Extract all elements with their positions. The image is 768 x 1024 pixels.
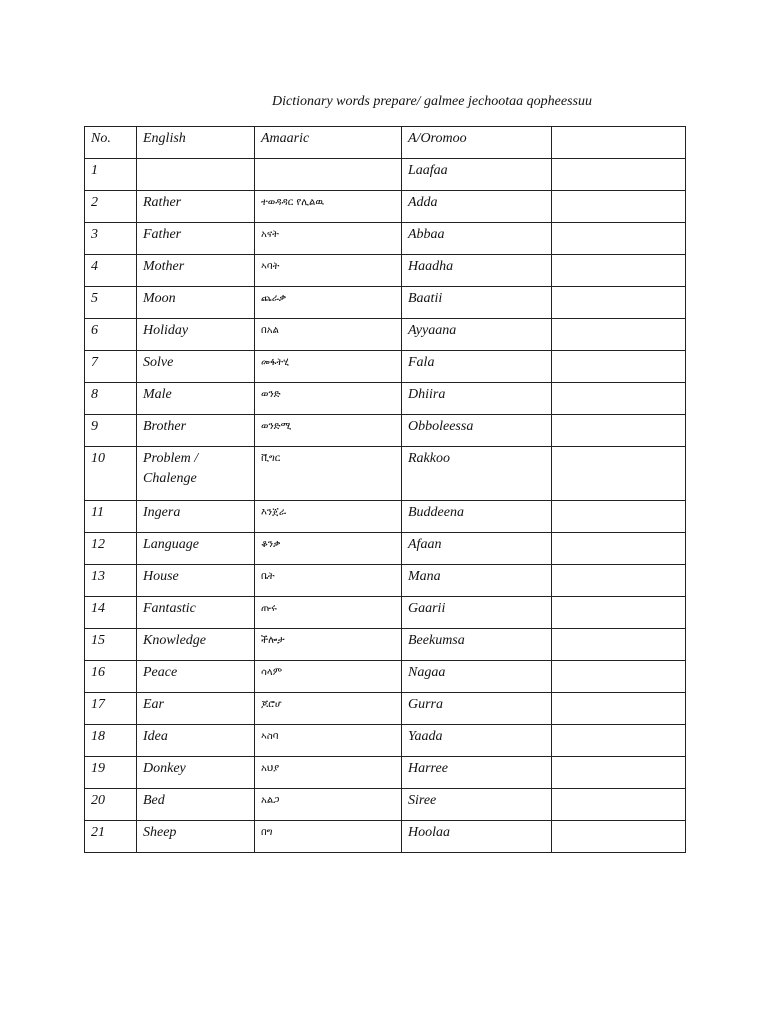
table-row (85, 351, 686, 383)
cell-extra (552, 287, 686, 319)
cell-amharic: ወንድሚ (255, 415, 402, 447)
table-row (85, 629, 686, 661)
cell-amharic: አህያ (255, 757, 402, 789)
header-number: No. (85, 127, 137, 159)
table-row (85, 319, 686, 351)
cell-amharic: ሳላም (255, 661, 402, 693)
table-row (85, 159, 686, 191)
cell-extra (552, 597, 686, 629)
cell-english: Ingera (137, 501, 255, 533)
cell-number: 11 (85, 501, 137, 533)
cell-english: Moon (137, 287, 255, 319)
header-extra (552, 127, 686, 159)
cell-amharic: ጨራቃ (255, 287, 402, 319)
cell-number: 9 (85, 415, 137, 447)
cell-number: 5 (85, 287, 137, 319)
cell-extra (552, 319, 686, 351)
cell-english: Peace (137, 661, 255, 693)
cell-oromoo: Dhiira (402, 383, 552, 415)
cell-oromoo: Baatii (402, 287, 552, 319)
dictionary-table (84, 126, 686, 853)
cell-english: Mother (137, 255, 255, 287)
cell-english: Idea (137, 725, 255, 757)
cell-number: 20 (85, 789, 137, 821)
cell-oromoo: Fala (402, 351, 552, 383)
cell-english: Knowledge (137, 629, 255, 661)
cell-extra (552, 757, 686, 789)
cell-number: 4 (85, 255, 137, 287)
cell-english: Ear (137, 693, 255, 725)
cell-extra (552, 415, 686, 447)
cell-number: 14 (85, 597, 137, 629)
cell-extra (552, 223, 686, 255)
cell-number: 16 (85, 661, 137, 693)
table-row (85, 725, 686, 757)
cell-oromoo: Nagaa (402, 661, 552, 693)
cell-english: Fantastic (137, 597, 255, 629)
cell-oromoo: Buddeena (402, 501, 552, 533)
cell-extra (552, 629, 686, 661)
cell-number: 15 (85, 629, 137, 661)
cell-amharic: ወንድ (255, 383, 402, 415)
cell-extra (552, 693, 686, 725)
cell-english: Language (137, 533, 255, 565)
cell-amharic: ቤት (255, 565, 402, 597)
cell-oromoo: Rakkoo (402, 447, 552, 501)
cell-oromoo: Hoolaa (402, 821, 552, 853)
cell-extra (552, 725, 686, 757)
cell-english: Male (137, 383, 255, 415)
cell-extra (552, 661, 686, 693)
cell-amharic: አልጋ (255, 789, 402, 821)
table-row (85, 565, 686, 597)
cell-oromoo: Laafaa (402, 159, 552, 191)
document-title: Dictionary words prepare/ galmee jechootaa qopheessuu (272, 94, 593, 109)
cell-amharic: አናት (255, 223, 402, 255)
cell-oromoo: Adda (402, 191, 552, 223)
header-oromoo: A/Oromoo (402, 127, 552, 159)
cell-amharic: በግ (255, 821, 402, 853)
cell-amharic: ጆሮሆ (255, 693, 402, 725)
cell-extra (552, 159, 686, 191)
cell-extra (552, 383, 686, 415)
cell-amharic: ቪግር (255, 447, 402, 501)
table-row (85, 533, 686, 565)
table-row (85, 789, 686, 821)
cell-number: 3 (85, 223, 137, 255)
cell-amharic: መፋትሂ (255, 351, 402, 383)
cell-english: Donkey (137, 757, 255, 789)
cell-oromoo: Haadha (402, 255, 552, 287)
cell-number: 12 (85, 533, 137, 565)
cell-oromoo: Gaarii (402, 597, 552, 629)
table-row (85, 693, 686, 725)
cell-english (137, 159, 255, 191)
cell-extra (552, 191, 686, 223)
cell-number: 19 (85, 757, 137, 789)
cell-oromoo: Harree (402, 757, 552, 789)
table-row (85, 255, 686, 287)
cell-amharic: በአል (255, 319, 402, 351)
cell-amharic: ኣስባ (255, 725, 402, 757)
table-row (85, 287, 686, 319)
cell-english: Sheep (137, 821, 255, 853)
cell-extra (552, 351, 686, 383)
cell-number: 8 (85, 383, 137, 415)
cell-oromoo: Mana (402, 565, 552, 597)
cell-oromoo: Obboleessa (402, 415, 552, 447)
table-row (85, 661, 686, 693)
cell-number: 17 (85, 693, 137, 725)
cell-amharic: ተወዳዳር የሊልዉ (255, 191, 402, 223)
cell-oromoo: Siree (402, 789, 552, 821)
cell-english: House (137, 565, 255, 597)
cell-number: 7 (85, 351, 137, 383)
cell-amharic: ችሎታ (255, 629, 402, 661)
cell-extra (552, 255, 686, 287)
cell-amharic: ጡሩ (255, 597, 402, 629)
table-row (85, 447, 686, 501)
cell-number: 10 (85, 447, 137, 501)
cell-oromoo: Gurra (402, 693, 552, 725)
cell-oromoo: Afaan (402, 533, 552, 565)
cell-oromoo: Yaada (402, 725, 552, 757)
cell-english: Brother (137, 415, 255, 447)
cell-english: Bed (137, 789, 255, 821)
cell-english: Rather (137, 191, 255, 223)
cell-english: Holiday (137, 319, 255, 351)
cell-number: 1 (85, 159, 137, 191)
cell-number: 13 (85, 565, 137, 597)
cell-amharic: እንጀራ (255, 501, 402, 533)
header-english: English (137, 127, 255, 159)
cell-extra (552, 565, 686, 597)
table-row (85, 757, 686, 789)
cell-number: 6 (85, 319, 137, 351)
table-row (85, 821, 686, 853)
table-row (85, 415, 686, 447)
header-amharic: Amaaric (255, 127, 402, 159)
table-row (85, 597, 686, 629)
cell-number: 2 (85, 191, 137, 223)
cell-extra (552, 447, 686, 501)
cell-english: Problem / Chalenge (137, 447, 255, 501)
cell-amharic (255, 159, 402, 191)
cell-amharic: ቆንቃ (255, 533, 402, 565)
cell-extra (552, 533, 686, 565)
table-row (85, 191, 686, 223)
cell-oromoo: Ayyaana (402, 319, 552, 351)
cell-extra (552, 501, 686, 533)
table-row (85, 383, 686, 415)
cell-extra (552, 821, 686, 853)
table-row (85, 501, 686, 533)
cell-oromoo: Beekumsa (402, 629, 552, 661)
cell-amharic: ኣባት (255, 255, 402, 287)
cell-extra (552, 789, 686, 821)
cell-english: Solve (137, 351, 255, 383)
cell-number: 21 (85, 821, 137, 853)
table-header-row (85, 127, 686, 159)
table-row (85, 223, 686, 255)
cell-number: 18 (85, 725, 137, 757)
cell-oromoo: Abbaa (402, 223, 552, 255)
cell-english: Father (137, 223, 255, 255)
